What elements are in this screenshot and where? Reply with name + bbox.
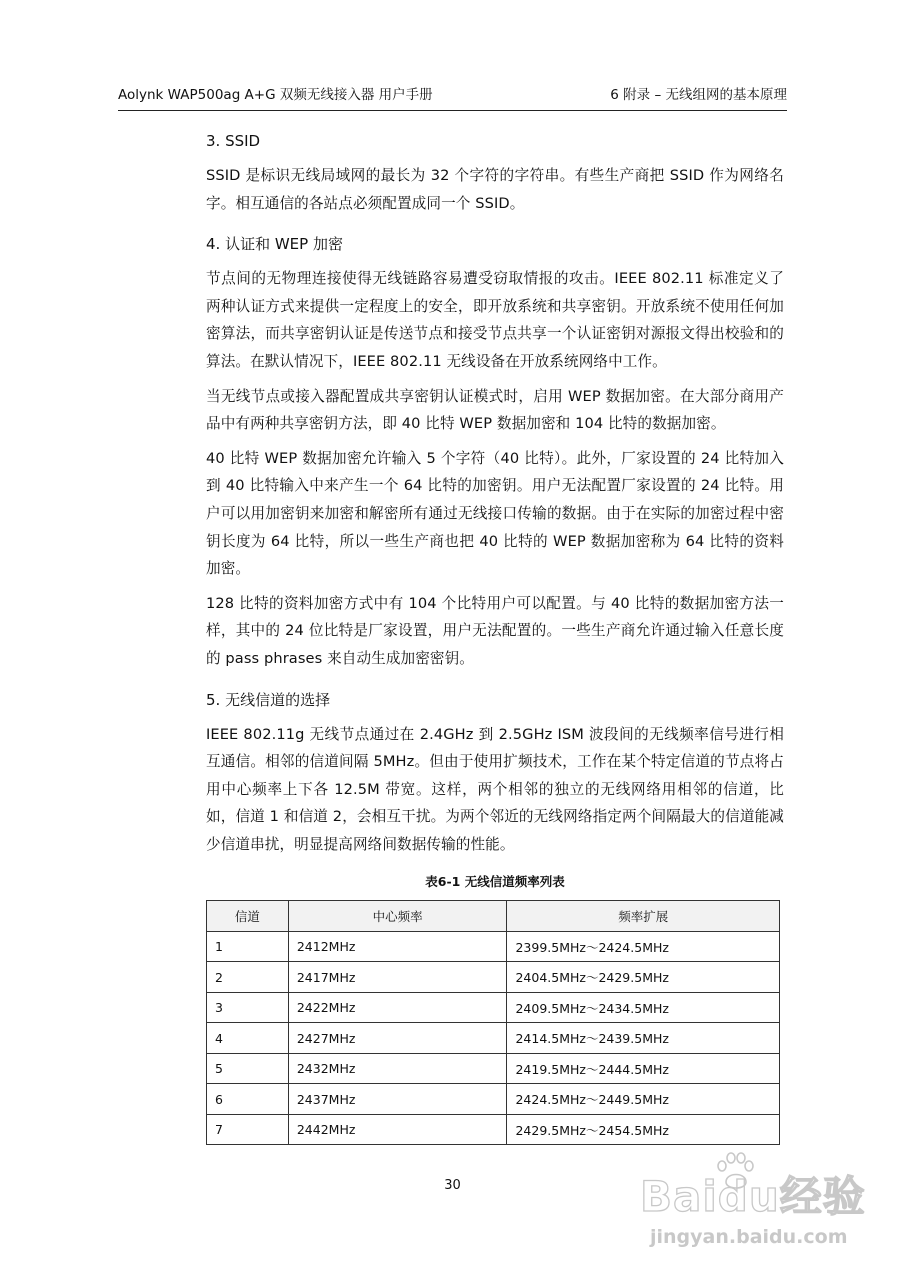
section-title: 5. 无线信道的选择 (206, 690, 331, 709)
cell-range: 2399.5MHz～2424.5MHz (507, 931, 780, 962)
paragraph: SSID 是标识无线局域网的最长为 32 个字符的字符串。有些生产商把 SSID 作为网络名字。相互通信的各站点必须配置成同一个 SSID。 (206, 167, 784, 212)
table-row (207, 931, 780, 962)
paragraph: IEEE 802.11g 无线节点通过在 2.4GHz 到 2.5GHz ISM 波段间的无线频率信号进行相互通信。相邻的信道间隔 5MHz。但由于使用扩频技术，工作在某个特定信道的节点将占用中心频率上下各 12.5M 带宽。这样，两个相邻的独立的无线网络用相邻的信道，比如，信道 1 和信道 2，会相互干扰。为两个邻近的无线网络指定两个间隔最大的信道能减少信道串扰，明显提高网络间数据传输的性能。 (206, 725, 784, 853)
cell-center: 2432MHz (288, 1053, 507, 1084)
table-row (207, 962, 780, 993)
cell-channel: 1 (207, 931, 289, 962)
watermark-url: jingyan.baidu.com (650, 1226, 848, 1248)
page-number: 30 (444, 1178, 461, 1193)
section-channel (206, 689, 784, 859)
baidu-watermark (640, 1150, 870, 1260)
cell-channel: 6 (207, 1084, 289, 1115)
cell-range: 2424.5MHz～2449.5MHz (507, 1084, 780, 1115)
paragraph: 128 比特的资料加密方式中有 104 个比特用户可以配置。与 40 比特的数据加密方法一样，其中的 24 位比特是厂家设置，用户无法配置的。一些生产商允许通过输入任意长度的 pass phrases 来自动生成加密密钥。 (206, 594, 784, 667)
cell-center: 2427MHz (288, 1023, 507, 1054)
cell-center: 2422MHz (288, 992, 507, 1023)
section-wep (206, 233, 784, 672)
header-chapter: 6 附录 – 无线组网的基本原理 (610, 87, 787, 103)
cell-range: 2414.5MHz～2439.5MHz (507, 1023, 780, 1054)
paragraph: 当无线节点或接入器配置成共享密钥认证模式时，启用 WEP 数据加密。在大部分商用产品中有两种共享密钥方法，即 40 比特 WEP 数据加密和 104 比特的数据加密。 (206, 387, 784, 433)
channel-frequency-table (206, 900, 780, 1145)
table-row (207, 1053, 780, 1084)
cell-range: 2419.5MHz～2444.5MHz (507, 1053, 780, 1084)
cell-range: 2429.5MHz～2454.5MHz (507, 1114, 780, 1145)
table-row (207, 1114, 780, 1145)
table-row (207, 1023, 780, 1054)
table-row (207, 1084, 780, 1115)
header-center-frequency: 中心频率 (288, 901, 507, 932)
cell-channel: 4 (207, 1023, 289, 1054)
cell-center: 2412MHz (288, 931, 507, 962)
cell-channel: 5 (207, 1053, 289, 1084)
header-frequency-range: 频率扩展 (507, 901, 780, 932)
watermark-brand: Baidu经验 (640, 1172, 866, 1221)
cell-range: 2404.5MHz～2429.5MHz (507, 962, 780, 993)
section-ssid (206, 130, 784, 217)
table-row (207, 992, 780, 1023)
cell-channel: 3 (207, 992, 289, 1023)
paragraph: 节点间的无物理连接使得无线链路容易遭受窃取情报的攻击。IEEE 802.11 标准定义了两种认证方式来提供一定程度上的安全，即开放系统和共享密钥。开放系统不使用任何加密算法，而共享密钥认证是传送节点和接受节点共享一个认证密钥对源报文得出校验和的算法。在默认情况下，IEEE 802.11 无线设备在开放系统网络中工作。 (206, 270, 784, 370)
cell-center: 2442MHz (288, 1114, 507, 1145)
section-title: 4. 认证和 WEP 加密 (206, 235, 343, 254)
cell-center: 2417MHz (288, 962, 507, 993)
paragraph: 40 比特 WEP 数据加密允许输入 5 个字符（40 比特）。此外，厂家设置的 24 比特加入到 40 比特输入中来产生一个 64 比特的加密钥。用户无法配置厂家设置的 24 比特。用户可以用加密钥来加密和解密所有通过无线接口传输的数据。由于在实际的加密过程中密钥长度为 64 比特，所以一些生产商也把 40 比特的 WEP 数据加密称为 64 比特的资料加密。 (206, 449, 784, 578)
cell-range: 2409.5MHz～2434.5MHz (507, 992, 780, 1023)
cell-channel: 2 (207, 962, 289, 993)
main-content (206, 130, 784, 1145)
table-header-row (207, 901, 780, 932)
header-title: Aolynk WAP500ag A+G 双频无线接入器 用户手册 (118, 87, 433, 103)
page-header (118, 84, 787, 111)
cell-channel: 7 (207, 1114, 289, 1145)
cell-center: 2437MHz (288, 1084, 507, 1115)
table-caption: 表6-1 无线信道频率列表 (425, 874, 565, 890)
header-channel: 信道 (207, 901, 289, 932)
section-title: 3. SSID (206, 132, 261, 150)
